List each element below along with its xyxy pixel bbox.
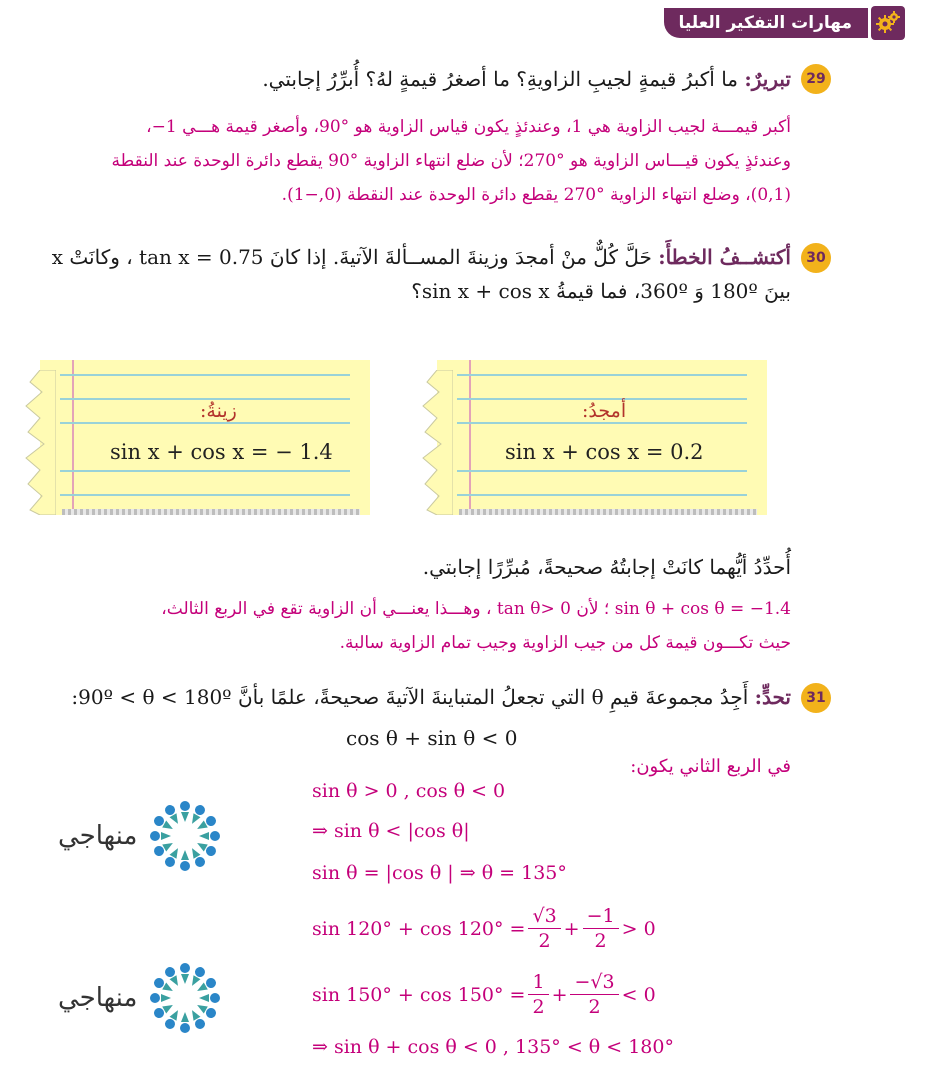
section-header xyxy=(664,6,905,40)
note-margin-line xyxy=(469,360,471,515)
answer-29-line-3: (0,1)، وضلع انتهاء الزاوية °270 يقطع دائرة الوحدة عند النقطة (0,−1). xyxy=(281,185,791,205)
answer-29 xyxy=(11,110,791,212)
solution-intro: في الربع الثاني يكون: xyxy=(630,756,791,777)
fraction-numerator: −1 xyxy=(583,904,619,929)
question-29 xyxy=(21,62,791,96)
question-30-line-2: بينَ 180º وَ 360º، فما قيمةُ sin x + cos x؟ xyxy=(411,279,791,303)
section-title: مهارات التفكير العليا xyxy=(664,8,868,38)
question-29-label: تبريرٌ: xyxy=(744,67,791,91)
manhaji-logo-icon xyxy=(145,958,225,1038)
note-rule xyxy=(457,422,747,424)
solution-line-2: ⇒ sin θ < |cos θ| xyxy=(312,820,470,842)
solution-line-3: sin θ = |cos θ | ⇒ θ = 135° xyxy=(312,862,567,884)
note-bottom-edge xyxy=(62,509,360,515)
note-rule xyxy=(60,422,350,424)
note-amjad xyxy=(437,360,767,515)
logo-top xyxy=(58,796,225,876)
solution-5-rhs: < 0 xyxy=(621,983,656,1006)
question-30-line-1: حَلَّ كُلٌّ منْ أمجدَ وزينةَ المســألةَ الآتيةَ. إذا كانَ tan x = 0.75 ، وكانَتْ x xyxy=(51,245,652,269)
answer-30-line-1: sin θ + cos θ = −1.4 ؛ لأن tan θ> 0 ، وهـــذا يعنـــي أن الزاوية تقع في الربع الثالث، xyxy=(161,599,791,619)
note-rule xyxy=(457,374,747,376)
question-31 xyxy=(11,680,791,714)
answer-30 xyxy=(11,592,791,660)
fraction-denominator: 2 xyxy=(588,996,601,1018)
solution-line-6: ⇒ sin θ + cos θ < 0 , 135° < θ < 180° xyxy=(312,1036,674,1058)
question-number-30: 30 xyxy=(801,243,831,273)
fraction xyxy=(583,904,619,953)
question-31-inequality: cos θ + sin θ < 0 xyxy=(346,726,518,750)
question-29-text: ما أكبرُ قيمةٍ لجيبِ الزاويةِ؟ ما أصغرُ قيمةٍ لهُ؟ أُبرِّرُ إجابتي. xyxy=(262,67,739,91)
solution-line-4 xyxy=(312,904,656,953)
question-31-label: تحدٍّ: xyxy=(754,685,791,709)
note-zeina-equation: sin x + cos x = − 1.4 xyxy=(110,440,333,464)
fraction xyxy=(528,904,560,953)
fraction xyxy=(528,970,548,1019)
logo-text: منهاجي xyxy=(58,983,138,1013)
note-rule xyxy=(60,470,350,472)
note-zeina-name: زينةُ: xyxy=(200,400,237,422)
note-amjad-name: أمجدُ: xyxy=(582,400,627,422)
answer-30-line-2: حيث تكـــون قيمة كل من جيب الزاوية وجيب تمام الزاوية سالبة. xyxy=(339,633,791,653)
gears-icon xyxy=(871,6,905,40)
question-31-text: أَجِدُ مجموعةَ قيمِ θ التي تجعلُ المتباينةَ الآتيةَ صحيحةً، علمًا بأنَّ 90º < θ < 180º: xyxy=(71,685,749,709)
question-number-29: 29 xyxy=(801,64,831,94)
manhaji-logo-icon xyxy=(145,796,225,876)
note-rule xyxy=(457,470,747,472)
solution-line-1: sin θ > 0 , cos θ < 0 xyxy=(312,780,506,802)
logo-bottom xyxy=(58,958,225,1038)
solution-line-5 xyxy=(312,970,656,1019)
logo-text: منهاجي xyxy=(58,821,138,851)
note-rule xyxy=(60,374,350,376)
fraction-denominator: 2 xyxy=(532,996,545,1018)
answer-29-line-2: وعندئذٍ يكون قيـــاس الزاوية هو °270؛ لأن ضلع انتهاء الزاوية °90 يقطع دائرة الوحدة عند النقطة xyxy=(111,151,791,171)
note-zeina xyxy=(40,360,370,515)
solution-4-lhs: sin 120° + cos 120° = xyxy=(312,917,526,940)
fraction-numerator: 1 xyxy=(528,970,548,995)
note-rule xyxy=(457,494,747,496)
torn-edge-icon xyxy=(22,370,56,515)
solution-5-lhs: sin 150° + cos 150° = xyxy=(312,983,526,1006)
torn-edge-icon xyxy=(419,370,453,515)
question-30-prompt: أُحدِّدُ أيُّهما كانَتْ إجابتُهُ صحيحةً، مُبرِّرًا إجابتي. xyxy=(422,555,791,579)
fraction-numerator: −√3 xyxy=(570,970,618,995)
solution-4-rhs: > 0 xyxy=(621,917,656,940)
note-rule xyxy=(60,494,350,496)
answer-29-line-1: أكبر قيمـــة لجيب الزاوية هي 1، وعندئذٍ يكون قياس الزاوية هو °90، وأصغر قيمة هـــي 1−، xyxy=(146,117,791,137)
note-bottom-edge xyxy=(459,509,757,515)
plus-sign: + xyxy=(563,917,580,940)
fraction xyxy=(570,970,618,1019)
fraction-denominator: 2 xyxy=(538,930,551,952)
fraction-denominator: 2 xyxy=(594,930,607,952)
question-30 xyxy=(21,240,791,308)
plus-sign: + xyxy=(551,983,568,1006)
question-number-31: 31 xyxy=(801,683,831,713)
fraction-numerator: √3 xyxy=(528,904,560,929)
note-amjad-equation: sin x + cos x = 0.2 xyxy=(505,440,704,464)
question-30-label: أكتشــفُ الخطأَ: xyxy=(658,245,791,269)
note-margin-line xyxy=(72,360,74,515)
